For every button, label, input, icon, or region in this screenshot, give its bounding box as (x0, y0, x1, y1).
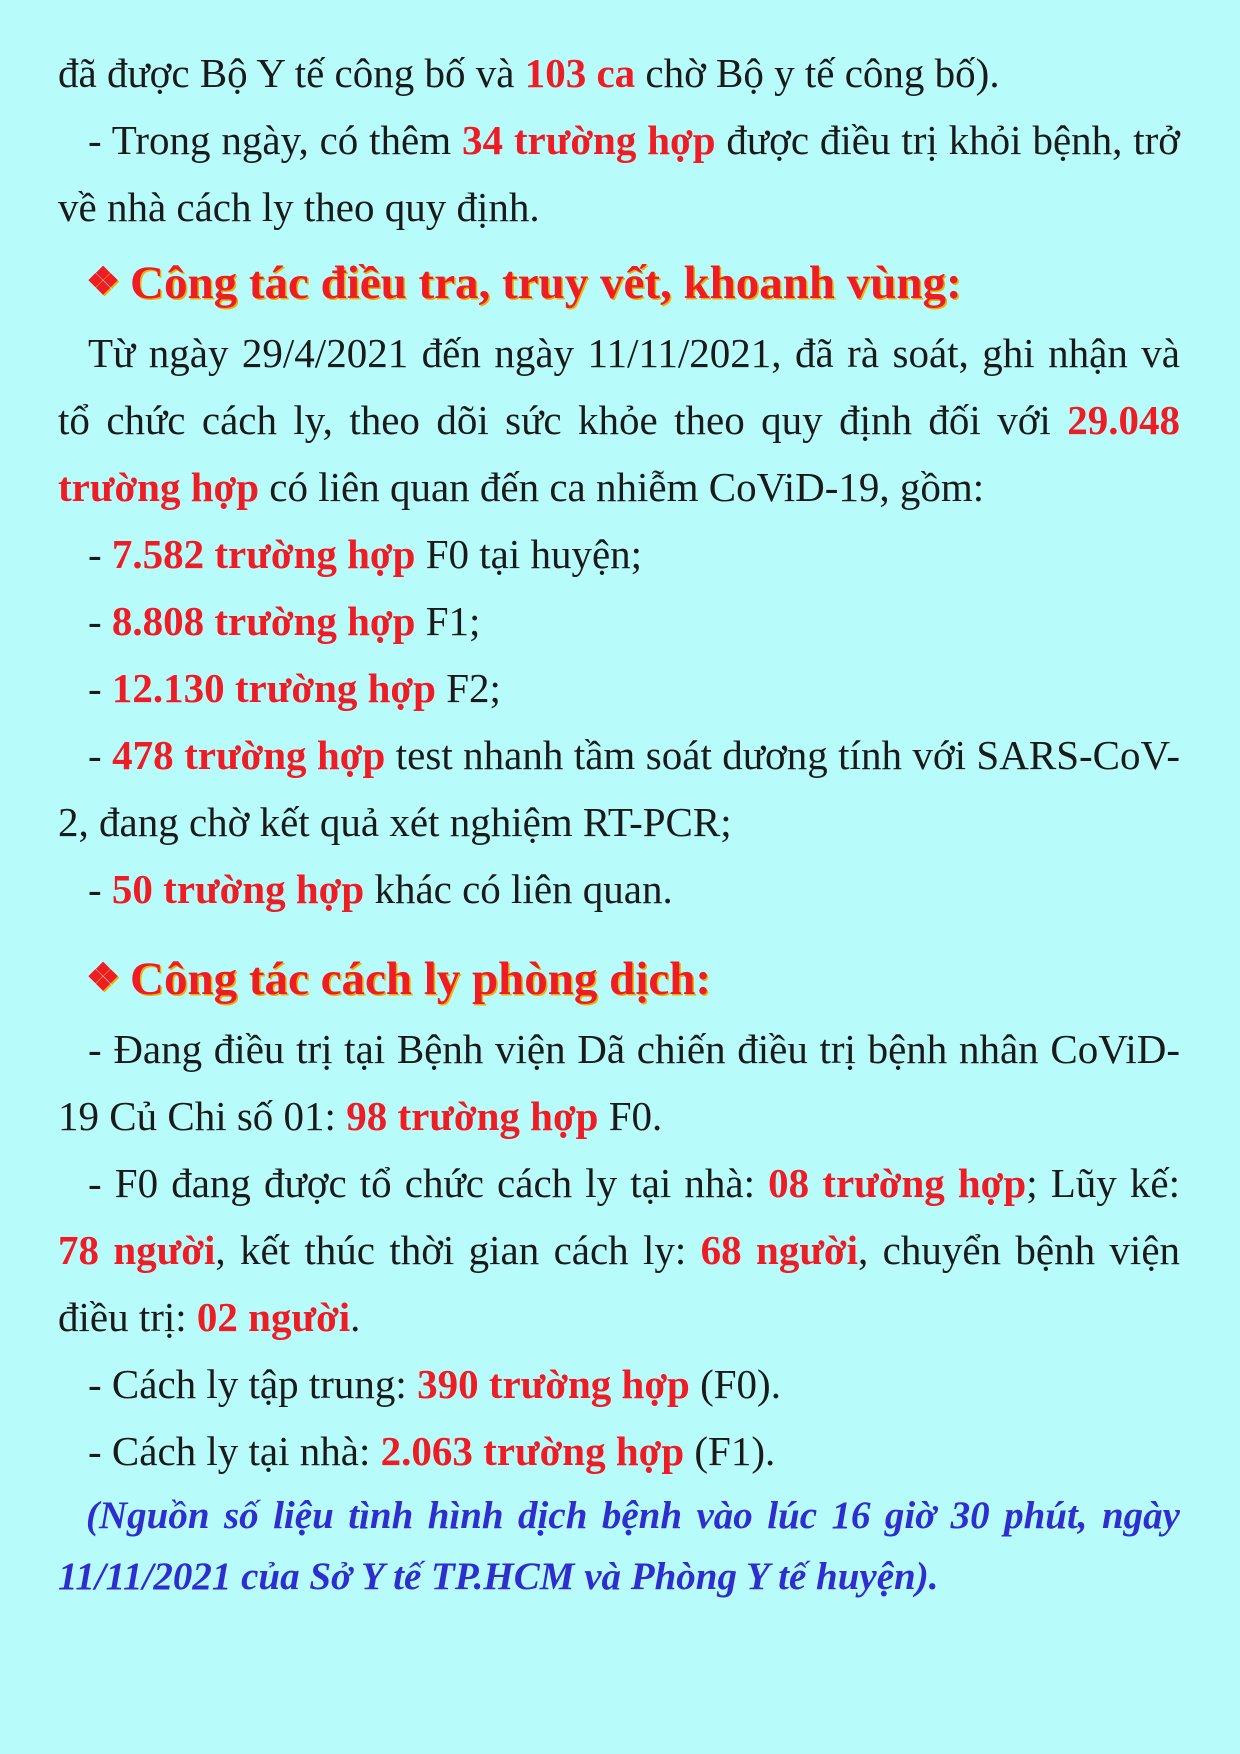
section-heading-tracing: ❖ Công tác điều tra, truy vết, khoanh vùng: (86, 247, 1180, 318)
list-item-f2: - 12.130 trường hợp F2; (88, 665, 501, 711)
paragraph-home-quarantine: - Cách ly tại nhà: 2.063 trường hợp (F1). (88, 1428, 776, 1474)
list-item-f0: - 7.582 trường hợp F0 tại huyện; (88, 531, 643, 577)
paragraph-field-hospital: - Đang điều trị tại Bệnh viện Dã chiến điều trị bệnh nhân CoViD-19 Củ Chi số 01: 98 trường hợp F0. (58, 1026, 1180, 1139)
pending-cases-count: 103 ca (524, 50, 636, 96)
diamond-bullet-icon: ❖ (86, 957, 121, 999)
paragraph-centralized-quarantine: - Cách ly tập trung: 390 trường hợp (F0). (88, 1361, 781, 1407)
total-traced-count: 29.048 trường hợp (58, 397, 1180, 510)
list-item-rapid-test: - 478 trường hợp test nhanh tầm soát dương tính với SARS-CoV-2, đang chờ kết quả xét nghiệm RT-PCR; (58, 732, 1180, 845)
recovered-count: 34 trường hợp (462, 117, 716, 163)
paragraph-tracing-intro: Từ ngày 29/4/2021 đến ngày 11/11/2021, đã rà soát, ghi nhận và tổ chức cách ly, theo dõi sức khỏe theo quy định đối với 29.048 trường hợp có liên quan đến ca nhiễm CoViD-19, gồm: (58, 330, 1180, 510)
section-heading-quarantine: ❖ Công tác cách ly phòng dịch: (86, 943, 1180, 1014)
diamond-bullet-icon: ❖ (86, 261, 121, 303)
paragraph-pending-cases: đã được Bộ Y tế công bố và 103 ca chờ Bộ y tế công bố). (58, 50, 1000, 96)
document-page (58, 40, 1180, 1607)
paragraph-recovered: - Trong ngày, có thêm 34 trường hợp được điều trị khỏi bệnh, trở về nhà cách ly theo quy định. (58, 117, 1180, 230)
list-item-other: - 50 trường hợp khác có liên quan. (88, 866, 673, 912)
source-note: (Nguồn số liệu tình hình dịch bệnh vào lúc 16 giờ 30 phút, ngày 11/11/2021 của Sở Y tế TP.HCM và Phòng Y tế huyện). (58, 1494, 1180, 1598)
paragraph-home-isolation-f0: - F0 đang được tổ chức cách ly tại nhà: 08 trường hợp; Lũy kế: 78 người, kết thúc thời gian cách ly: 68 người, chuyển bệnh viện điều trị: 02 người. (58, 1160, 1181, 1340)
list-item-f1: - 8.808 trường hợp F1; (88, 598, 481, 644)
